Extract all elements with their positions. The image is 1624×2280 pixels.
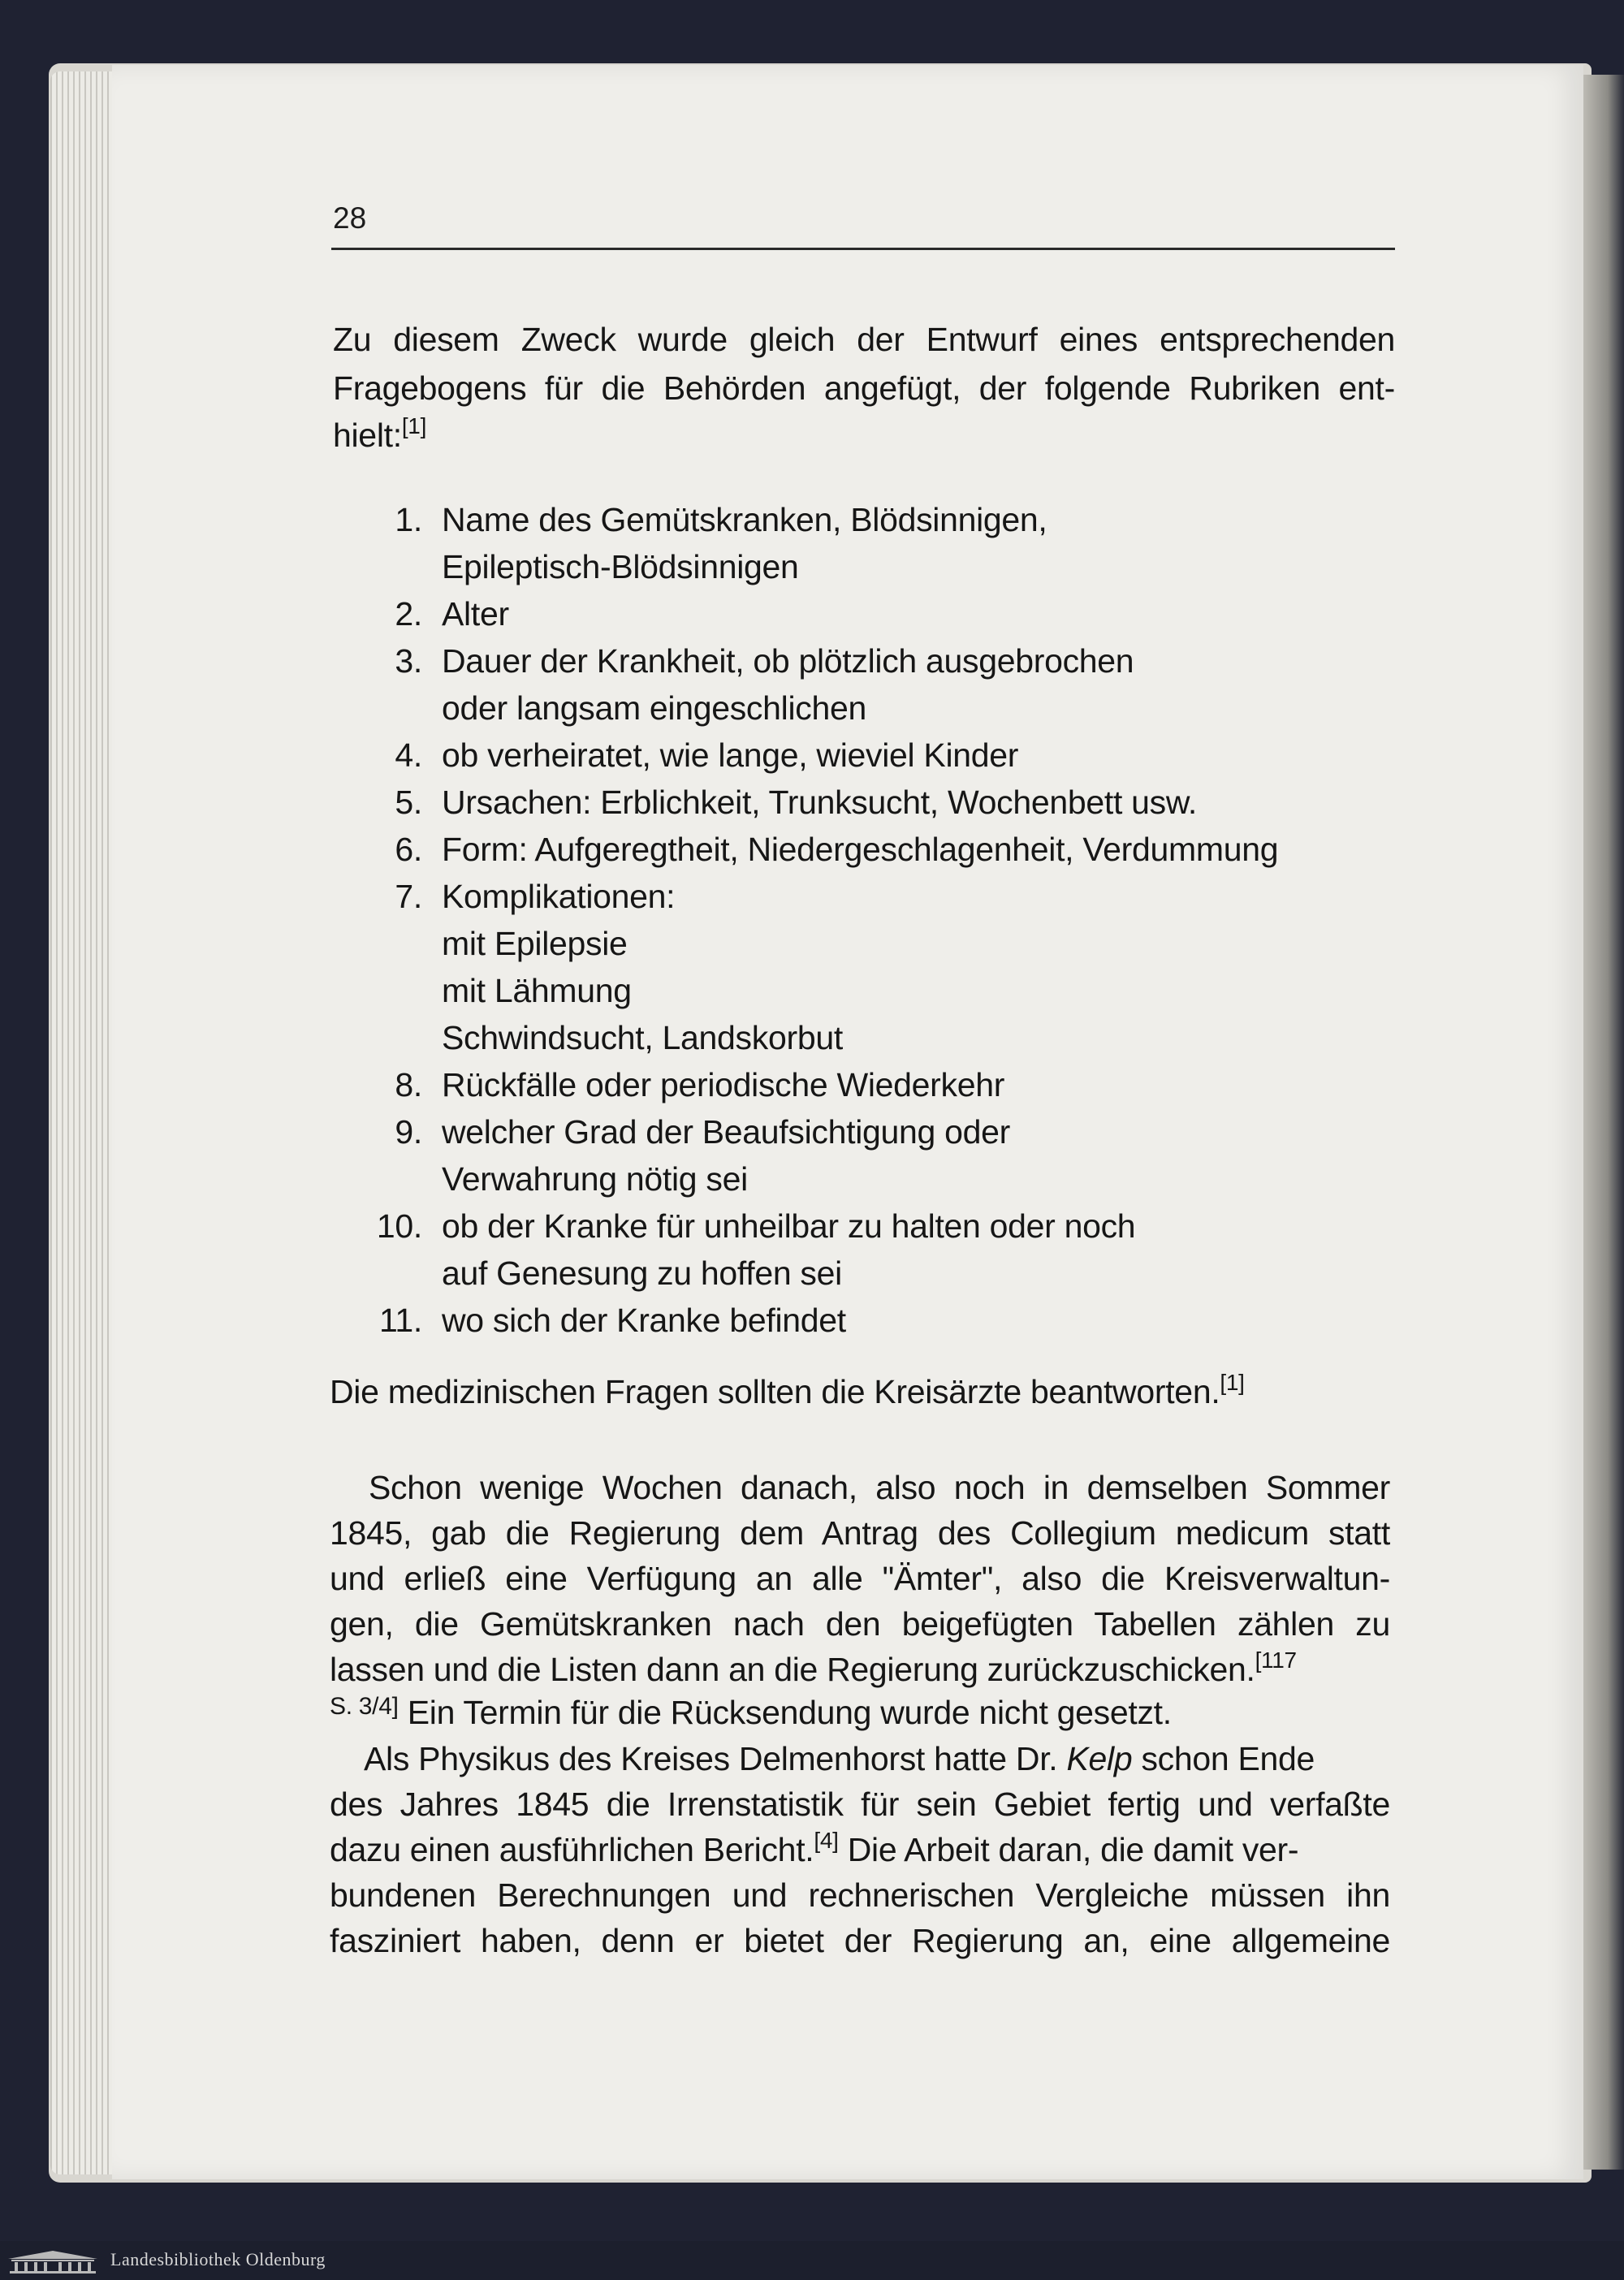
paragraph-line: 1845, gab die Regierung dem Antrag des Collegium medicum statt (330, 1514, 1390, 1552)
list-item-number: 10. (376, 1207, 422, 1245)
paragraph-2 (330, 1736, 1390, 1963)
intro-line: Fragebogens für die Behörden angefügt, der folgende Rubriken ent- (333, 369, 1395, 407)
list-item-text: mit Epilepsie (442, 925, 628, 962)
footnote-ref: [117 (1255, 1647, 1297, 1673)
list-item (357, 921, 1413, 968)
list-item (357, 1156, 1413, 1203)
list-item (357, 779, 1413, 827)
paragraph-line-text: lassen und die Listen dann an die Regierung zurückzuschicken. (330, 1651, 1255, 1688)
note-paragraph (330, 1369, 1245, 1414)
list-item-number: 2. (395, 595, 422, 633)
list-item (357, 732, 1413, 779)
list-item-text: Rückfälle oder periodische Wiederkehr (442, 1066, 1005, 1103)
list-item-text: Name des Gemütskranken, Blödsinnigen, (442, 501, 1047, 538)
paragraph-line (330, 1827, 1298, 1872)
list-item-number: 3. (395, 642, 422, 680)
page-number: 28 (333, 201, 367, 235)
paragraph-line-text: Ein Termin für die Rücksendung wurde nicht gesetzt. (398, 1694, 1172, 1731)
paragraph-line: bundenen Berechnungen und rechnerischen Vergleiche müssen ihn (330, 1876, 1390, 1914)
list-item-number: 7. (395, 878, 422, 915)
footnote-ref: [1] (401, 413, 427, 438)
list-item-text: Form: Aufgeregtheit, Niedergeschlagenheit, Verdummung (442, 831, 1279, 868)
footnote-ref: S. 3/4] (330, 1693, 399, 1720)
list-item-text: wo sich der Kranke befindet (442, 1302, 846, 1339)
paragraph-line: gen, die Gemütskranken nach den beigefügten Tabellen zählen zu (330, 1605, 1390, 1643)
list-item-text: Dauer der Krankheit, ob plötzlich ausgebrochen (442, 642, 1134, 680)
list-item-number: 4. (395, 736, 422, 774)
list-item-number: 9. (395, 1113, 422, 1151)
intro-line: Zu diesem Zweck wurde gleich der Entwurf eines entsprechenden (333, 321, 1395, 358)
list-item-text: auf Genesung zu hoffen sei (442, 1254, 842, 1292)
paragraph-line: des Jahres 1845 die Irrenstatistik für sein Gebiet fertig und verfaßte (330, 1786, 1390, 1823)
list-item-text: oder langsam eingeschlichen (442, 689, 866, 727)
list-item-number: 8. (395, 1066, 422, 1103)
paragraph-line: und erließ eine Verfügung an alle "Ämter", also die Kreisverwaltun- (330, 1560, 1390, 1597)
list-item (357, 1015, 1413, 1062)
questionnaire-list (357, 497, 1413, 1345)
paragraph-line: Schon wenige Wochen danach, also noch in demselben Sommer (369, 1469, 1390, 1506)
footnote-ref: [4] (814, 1828, 839, 1853)
list-item (357, 638, 1413, 685)
footnote-ref: [1] (1220, 1370, 1245, 1395)
list-item-text: Epileptisch-Blödsinnigen (442, 548, 799, 585)
paragraph-line: fasziniert haben, denn er bietet der Regierung an, eine allgemeine (330, 1922, 1390, 1959)
paragraph-line-text: Als Physikus des Kreises Delmenhorst hatte Dr. (364, 1740, 1067, 1777)
page-edges (50, 71, 114, 2174)
list-item (357, 544, 1413, 591)
intro-paragraph (333, 317, 1395, 463)
intro-line-text: hielt: (333, 417, 402, 454)
book-gutter-shadow (1583, 75, 1624, 2170)
library-building-icon (6, 2249, 99, 2274)
list-item-text: Komplikationen: (442, 878, 676, 915)
list-item-number: 6. (395, 831, 422, 868)
paragraph-line (330, 1684, 1172, 1735)
note-text: Die medizinischen Fragen sollten die Kreisärzte beantworten. (330, 1373, 1220, 1410)
list-item (357, 1062, 1413, 1109)
list-item (357, 1298, 1413, 1345)
list-item (357, 1109, 1413, 1156)
library-name: Landesbibliothek Oldenburg (110, 2249, 326, 2269)
list-item-number: 11. (378, 1302, 422, 1339)
person-name: Kelp (1066, 1740, 1133, 1777)
paragraph-line-text: schon Ende (1132, 1740, 1315, 1777)
list-item (357, 497, 1413, 544)
intro-line (333, 412, 426, 458)
list-item (357, 968, 1413, 1015)
list-item-number: 1. (395, 501, 422, 538)
list-item-number: 5. (395, 784, 422, 821)
list-item-text: ob verheiratet, wie lange, wieviel Kinder (442, 736, 1019, 774)
header-rule (331, 248, 1395, 250)
list-item-text: ob der Kranke für unheilbar zu halten oder noch (442, 1207, 1136, 1245)
list-item (357, 591, 1413, 638)
list-item (357, 827, 1413, 874)
list-item-text: Verwahrung nötig sei (442, 1160, 748, 1198)
list-item (357, 685, 1413, 732)
list-item (357, 874, 1413, 921)
paragraph-line-text: Die Arbeit daran, die damit ver- (838, 1831, 1299, 1868)
list-item-text: Alter (442, 595, 509, 633)
list-item-text: Schwindsucht, Landskorbut (442, 1019, 843, 1056)
list-item-text: mit Lähmung (442, 972, 632, 1009)
paragraph-1 (330, 1465, 1390, 1741)
list-item (357, 1250, 1413, 1298)
list-item-text: welcher Grad der Beaufsichtigung oder (442, 1113, 1010, 1151)
paragraph-line (364, 1736, 1315, 1781)
list-item (357, 1203, 1413, 1250)
paragraph-line-text: dazu einen ausführlichen Bericht. (330, 1831, 814, 1868)
footer-bar (0, 2241, 1624, 2280)
list-item-text: Ursachen: Erblichkeit, Trunksucht, Wochenbett usw. (442, 784, 1197, 821)
